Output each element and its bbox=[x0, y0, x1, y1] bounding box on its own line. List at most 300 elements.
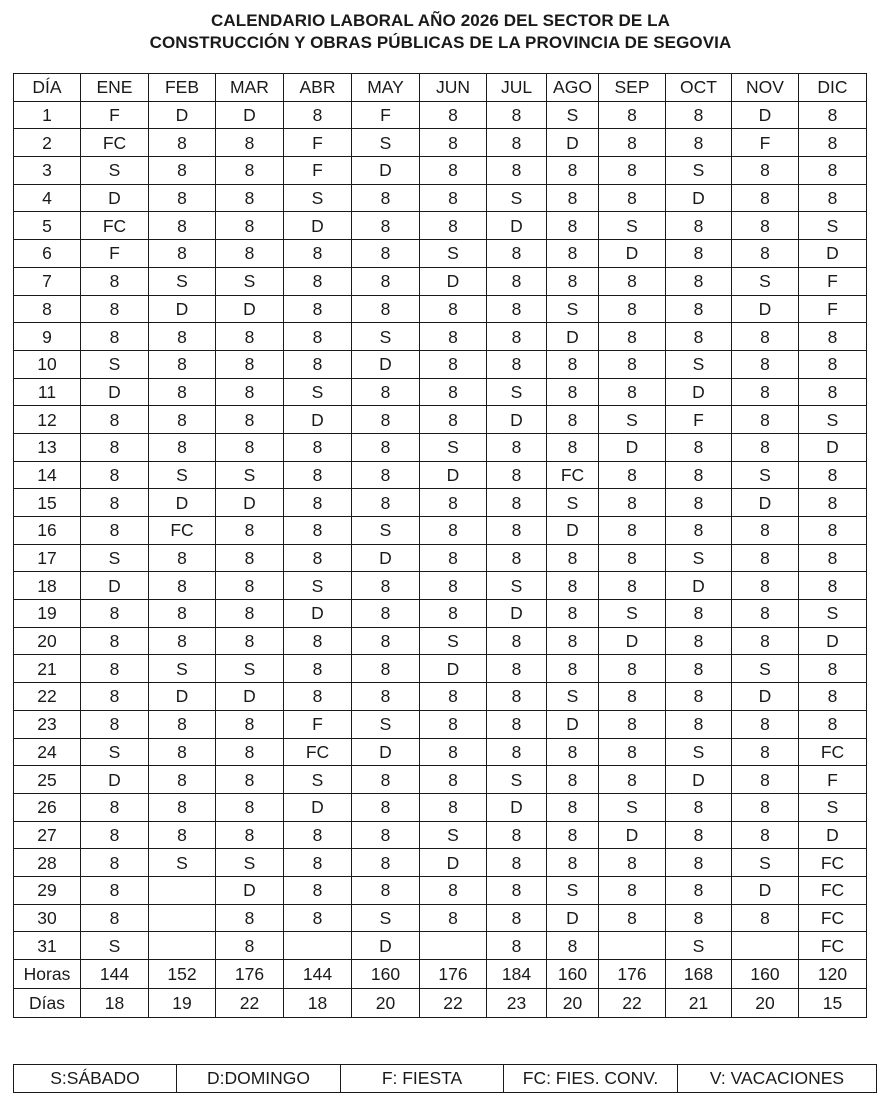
day-cell: 8 bbox=[352, 683, 420, 711]
column-header-month: MAY bbox=[352, 74, 420, 102]
day-number-cell: 24 bbox=[14, 738, 81, 766]
day-cell: D bbox=[799, 240, 867, 268]
day-cell: 8 bbox=[284, 517, 352, 545]
day-cell: S bbox=[599, 212, 666, 240]
day-cell: 8 bbox=[799, 157, 867, 185]
day-cell: S bbox=[216, 267, 284, 295]
day-cell: 8 bbox=[420, 184, 487, 212]
legend-table bbox=[13, 1064, 877, 1093]
day-cell: 8 bbox=[799, 184, 867, 212]
day-cell: 8 bbox=[547, 184, 599, 212]
day-number-cell: 1 bbox=[14, 101, 81, 129]
day-cell: 8 bbox=[216, 433, 284, 461]
day-cell: 8 bbox=[81, 876, 149, 904]
day-cell: D bbox=[487, 212, 547, 240]
day-cell: F bbox=[284, 710, 352, 738]
day-cell: 8 bbox=[732, 572, 799, 600]
table-row bbox=[14, 932, 867, 960]
day-cell: 8 bbox=[732, 793, 799, 821]
day-cell: 8 bbox=[420, 600, 487, 628]
total-cell: 21 bbox=[666, 989, 732, 1018]
day-cell: 8 bbox=[149, 406, 216, 434]
day-cell: 8 bbox=[666, 267, 732, 295]
day-cell: 8 bbox=[149, 212, 216, 240]
day-cell: 8 bbox=[487, 461, 547, 489]
day-number-cell: 6 bbox=[14, 240, 81, 268]
day-cell: D bbox=[666, 378, 732, 406]
day-cell: 8 bbox=[149, 627, 216, 655]
day-cell: 8 bbox=[599, 101, 666, 129]
day-cell: D bbox=[732, 101, 799, 129]
day-cell: S bbox=[216, 461, 284, 489]
day-cell: S bbox=[487, 572, 547, 600]
day-cell: 8 bbox=[732, 821, 799, 849]
day-cell: F bbox=[81, 240, 149, 268]
day-number-cell: 31 bbox=[14, 932, 81, 960]
day-cell: 8 bbox=[352, 766, 420, 794]
calendar-table bbox=[13, 73, 867, 1018]
day-cell: 8 bbox=[284, 101, 352, 129]
table-row bbox=[14, 323, 867, 351]
day-cell: D bbox=[732, 489, 799, 517]
day-cell: F bbox=[284, 157, 352, 185]
day-cell bbox=[284, 932, 352, 960]
column-header-month: JUN bbox=[420, 74, 487, 102]
day-cell: D bbox=[216, 489, 284, 517]
day-cell: D bbox=[216, 101, 284, 129]
day-cell: F bbox=[799, 295, 867, 323]
day-cell: S bbox=[547, 295, 599, 323]
total-cell: 176 bbox=[599, 960, 666, 989]
column-header-month: NOV bbox=[732, 74, 799, 102]
day-cell: 8 bbox=[487, 129, 547, 157]
day-cell: S bbox=[732, 849, 799, 877]
day-cell: 8 bbox=[666, 517, 732, 545]
day-cell: D bbox=[547, 904, 599, 932]
table-row bbox=[14, 157, 867, 185]
day-number-cell: 3 bbox=[14, 157, 81, 185]
day-cell: 8 bbox=[666, 683, 732, 711]
total-cell: 19 bbox=[149, 989, 216, 1018]
day-cell: 8 bbox=[799, 683, 867, 711]
total-cell: 18 bbox=[284, 989, 352, 1018]
day-cell: 8 bbox=[487, 876, 547, 904]
day-cell: D bbox=[599, 627, 666, 655]
day-cell: 8 bbox=[81, 461, 149, 489]
day-cell: 8 bbox=[799, 101, 867, 129]
day-cell: D bbox=[487, 600, 547, 628]
day-cell: D bbox=[352, 932, 420, 960]
day-cell: 8 bbox=[487, 267, 547, 295]
day-cell: 8 bbox=[732, 517, 799, 545]
day-cell: 8 bbox=[284, 350, 352, 378]
day-cell: S bbox=[81, 350, 149, 378]
days-total-row bbox=[14, 989, 867, 1018]
day-cell: S bbox=[666, 544, 732, 572]
day-cell: 8 bbox=[216, 240, 284, 268]
day-cell: S bbox=[666, 157, 732, 185]
day-number-cell: 2 bbox=[14, 129, 81, 157]
total-cell: 23 bbox=[487, 989, 547, 1018]
day-cell: 8 bbox=[81, 793, 149, 821]
day-cell: S bbox=[732, 655, 799, 683]
day-cell: 8 bbox=[284, 849, 352, 877]
day-cell: S bbox=[352, 323, 420, 351]
day-cell: S bbox=[799, 406, 867, 434]
day-cell: F bbox=[666, 406, 732, 434]
day-cell: 8 bbox=[216, 517, 284, 545]
day-cell: S bbox=[599, 406, 666, 434]
day-cell: 8 bbox=[666, 212, 732, 240]
day-cell: 8 bbox=[420, 378, 487, 406]
day-number-cell: 19 bbox=[14, 600, 81, 628]
table-row bbox=[14, 544, 867, 572]
table-row bbox=[14, 295, 867, 323]
day-cell: F bbox=[81, 101, 149, 129]
day-cell: D bbox=[547, 323, 599, 351]
legend-item: S:SÁBADO bbox=[14, 1065, 177, 1093]
total-cell: 168 bbox=[666, 960, 732, 989]
day-cell: 8 bbox=[732, 323, 799, 351]
day-cell: S bbox=[420, 821, 487, 849]
column-header-month: ENE bbox=[81, 74, 149, 102]
day-cell: 8 bbox=[547, 157, 599, 185]
table-row bbox=[14, 876, 867, 904]
table-row bbox=[14, 766, 867, 794]
day-cell: 8 bbox=[487, 710, 547, 738]
day-cell: 8 bbox=[799, 461, 867, 489]
table-row bbox=[14, 517, 867, 545]
day-cell: S bbox=[599, 793, 666, 821]
day-cell: 8 bbox=[284, 876, 352, 904]
day-cell: 8 bbox=[547, 766, 599, 794]
day-cell: 8 bbox=[352, 489, 420, 517]
day-number-cell: 30 bbox=[14, 904, 81, 932]
day-number-cell: 26 bbox=[14, 793, 81, 821]
day-cell: 8 bbox=[666, 849, 732, 877]
day-number-cell: 28 bbox=[14, 849, 81, 877]
day-number-cell: 29 bbox=[14, 876, 81, 904]
day-cell: 8 bbox=[599, 461, 666, 489]
day-cell: 8 bbox=[216, 157, 284, 185]
day-cell: 8 bbox=[487, 544, 547, 572]
column-header-month: FEB bbox=[149, 74, 216, 102]
day-cell: S bbox=[487, 378, 547, 406]
day-cell: 8 bbox=[799, 572, 867, 600]
day-cell: 8 bbox=[487, 323, 547, 351]
day-cell: D bbox=[352, 157, 420, 185]
day-cell: 8 bbox=[420, 876, 487, 904]
day-cell: D bbox=[420, 461, 487, 489]
day-cell: 8 bbox=[599, 157, 666, 185]
day-cell: 8 bbox=[599, 904, 666, 932]
total-cell: 120 bbox=[799, 960, 867, 989]
day-cell: 8 bbox=[81, 517, 149, 545]
day-cell: 8 bbox=[216, 627, 284, 655]
day-cell: 8 bbox=[666, 876, 732, 904]
day-cell: 8 bbox=[149, 433, 216, 461]
day-cell: D bbox=[547, 129, 599, 157]
day-cell: 8 bbox=[352, 572, 420, 600]
table-row bbox=[14, 350, 867, 378]
day-cell: FC bbox=[81, 212, 149, 240]
day-cell: D bbox=[732, 295, 799, 323]
day-cell: F bbox=[284, 129, 352, 157]
day-cell: 8 bbox=[666, 904, 732, 932]
day-cell: 8 bbox=[420, 295, 487, 323]
total-cell: 176 bbox=[216, 960, 284, 989]
day-cell: 8 bbox=[284, 267, 352, 295]
day-number-cell: 17 bbox=[14, 544, 81, 572]
day-cell: D bbox=[216, 683, 284, 711]
day-cell: 8 bbox=[487, 627, 547, 655]
day-cell: 8 bbox=[81, 655, 149, 683]
table-row bbox=[14, 821, 867, 849]
day-cell: D bbox=[420, 849, 487, 877]
day-cell: 8 bbox=[352, 627, 420, 655]
table-row bbox=[14, 683, 867, 711]
day-cell: D bbox=[81, 572, 149, 600]
day-cell: FC bbox=[799, 904, 867, 932]
day-cell: 8 bbox=[352, 876, 420, 904]
day-cell: 8 bbox=[81, 627, 149, 655]
day-cell: 8 bbox=[284, 461, 352, 489]
day-cell: 8 bbox=[547, 350, 599, 378]
day-cell: S bbox=[352, 129, 420, 157]
day-cell: 8 bbox=[81, 849, 149, 877]
day-cell: 8 bbox=[352, 849, 420, 877]
day-cell: 8 bbox=[420, 350, 487, 378]
day-cell: D bbox=[547, 710, 599, 738]
day-cell: S bbox=[352, 710, 420, 738]
day-cell: 8 bbox=[666, 821, 732, 849]
day-cell: 8 bbox=[666, 627, 732, 655]
day-cell: 8 bbox=[149, 793, 216, 821]
day-cell: S bbox=[352, 904, 420, 932]
day-cell: D bbox=[799, 433, 867, 461]
day-cell: 8 bbox=[599, 710, 666, 738]
day-cell: 8 bbox=[799, 710, 867, 738]
day-cell: S bbox=[487, 184, 547, 212]
day-cell: 8 bbox=[799, 655, 867, 683]
day-cell: D bbox=[81, 766, 149, 794]
day-cell: S bbox=[81, 932, 149, 960]
day-cell: 8 bbox=[547, 212, 599, 240]
legend-item: F: FIESTA bbox=[341, 1065, 504, 1093]
day-cell: S bbox=[732, 461, 799, 489]
day-cell: S bbox=[732, 267, 799, 295]
day-cell: 8 bbox=[599, 572, 666, 600]
legend-row bbox=[14, 1065, 877, 1093]
day-cell: 8 bbox=[284, 433, 352, 461]
day-cell: S bbox=[799, 600, 867, 628]
day-cell: S bbox=[420, 627, 487, 655]
day-cell: 8 bbox=[352, 378, 420, 406]
day-cell: D bbox=[352, 350, 420, 378]
column-header-month: MAR bbox=[216, 74, 284, 102]
total-cell: 184 bbox=[487, 960, 547, 989]
day-cell: 8 bbox=[799, 350, 867, 378]
day-cell: 8 bbox=[216, 129, 284, 157]
total-cell: 160 bbox=[732, 960, 799, 989]
day-cell: D bbox=[284, 406, 352, 434]
day-cell: 8 bbox=[599, 350, 666, 378]
day-cell: S bbox=[487, 766, 547, 794]
day-cell: 8 bbox=[732, 544, 799, 572]
day-cell: 8 bbox=[149, 766, 216, 794]
day-cell: S bbox=[284, 766, 352, 794]
day-cell: 8 bbox=[284, 683, 352, 711]
day-cell: 8 bbox=[284, 295, 352, 323]
day-cell: 8 bbox=[487, 683, 547, 711]
day-cell: 8 bbox=[732, 350, 799, 378]
day-cell: D bbox=[81, 184, 149, 212]
day-cell: S bbox=[666, 738, 732, 766]
day-cell: 8 bbox=[599, 517, 666, 545]
day-cell: 8 bbox=[487, 101, 547, 129]
day-cell: 8 bbox=[352, 267, 420, 295]
total-label-cell: Días bbox=[14, 989, 81, 1018]
day-cell: 8 bbox=[216, 600, 284, 628]
day-cell: 8 bbox=[284, 489, 352, 517]
day-cell bbox=[149, 876, 216, 904]
day-cell: 8 bbox=[599, 849, 666, 877]
day-cell: S bbox=[799, 793, 867, 821]
day-number-cell: 8 bbox=[14, 295, 81, 323]
total-cell: 160 bbox=[352, 960, 420, 989]
day-number-cell: 15 bbox=[14, 489, 81, 517]
day-cell: 8 bbox=[284, 821, 352, 849]
column-header-month: JUL bbox=[487, 74, 547, 102]
day-cell: 8 bbox=[666, 323, 732, 351]
day-cell: S bbox=[81, 157, 149, 185]
day-cell: D bbox=[149, 683, 216, 711]
day-cell: 8 bbox=[487, 849, 547, 877]
day-cell: FC bbox=[799, 738, 867, 766]
day-cell: 8 bbox=[732, 600, 799, 628]
day-cell: 8 bbox=[547, 793, 599, 821]
day-cell: S bbox=[799, 212, 867, 240]
day-cell: 8 bbox=[352, 212, 420, 240]
table-row bbox=[14, 101, 867, 129]
day-cell: 8 bbox=[547, 627, 599, 655]
day-cell bbox=[599, 932, 666, 960]
day-cell: 8 bbox=[284, 544, 352, 572]
day-cell: S bbox=[666, 350, 732, 378]
day-cell: 8 bbox=[149, 710, 216, 738]
table-row bbox=[14, 378, 867, 406]
day-cell: 8 bbox=[216, 184, 284, 212]
day-cell: D bbox=[732, 876, 799, 904]
day-cell: 8 bbox=[149, 821, 216, 849]
column-header-day: DÍA bbox=[14, 74, 81, 102]
day-cell: 8 bbox=[216, 766, 284, 794]
day-cell: 8 bbox=[487, 932, 547, 960]
day-cell: 8 bbox=[599, 184, 666, 212]
day-cell: S bbox=[284, 378, 352, 406]
day-cell: 8 bbox=[799, 517, 867, 545]
day-cell: 8 bbox=[81, 433, 149, 461]
day-cell: 8 bbox=[666, 240, 732, 268]
day-cell: 8 bbox=[420, 904, 487, 932]
day-cell: 8 bbox=[420, 517, 487, 545]
day-cell: 8 bbox=[81, 600, 149, 628]
day-cell: 8 bbox=[599, 489, 666, 517]
day-cell: 8 bbox=[732, 738, 799, 766]
day-cell: 8 bbox=[284, 904, 352, 932]
day-cell: 8 bbox=[487, 157, 547, 185]
day-cell: D bbox=[799, 627, 867, 655]
day-cell: D bbox=[420, 267, 487, 295]
table-row bbox=[14, 627, 867, 655]
day-cell: 8 bbox=[666, 655, 732, 683]
table-row bbox=[14, 240, 867, 268]
table-row bbox=[14, 793, 867, 821]
day-number-cell: 18 bbox=[14, 572, 81, 600]
day-cell: D bbox=[732, 683, 799, 711]
day-cell: 8 bbox=[799, 129, 867, 157]
table-row bbox=[14, 600, 867, 628]
table-row bbox=[14, 849, 867, 877]
day-cell: 8 bbox=[352, 240, 420, 268]
day-cell: D bbox=[284, 793, 352, 821]
day-cell: D bbox=[599, 240, 666, 268]
table-row bbox=[14, 129, 867, 157]
day-cell: 8 bbox=[487, 489, 547, 517]
day-cell: FC bbox=[284, 738, 352, 766]
total-cell: 144 bbox=[284, 960, 352, 989]
legend-item: D:DOMINGO bbox=[177, 1065, 341, 1093]
day-cell: D bbox=[420, 655, 487, 683]
day-cell: 8 bbox=[666, 433, 732, 461]
day-cell: 8 bbox=[547, 406, 599, 434]
hours-total-row bbox=[14, 960, 867, 989]
day-cell: 8 bbox=[666, 489, 732, 517]
day-cell: S bbox=[599, 600, 666, 628]
day-cell: D bbox=[149, 295, 216, 323]
day-cell: 8 bbox=[216, 572, 284, 600]
day-cell: 8 bbox=[547, 600, 599, 628]
day-cell: S bbox=[284, 184, 352, 212]
day-cell: 8 bbox=[732, 904, 799, 932]
day-cell: 8 bbox=[666, 129, 732, 157]
day-cell bbox=[732, 932, 799, 960]
table-row bbox=[14, 904, 867, 932]
day-cell: 8 bbox=[81, 295, 149, 323]
day-cell: 8 bbox=[666, 710, 732, 738]
day-cell: S bbox=[420, 433, 487, 461]
day-cell: 8 bbox=[81, 904, 149, 932]
day-cell: D bbox=[666, 572, 732, 600]
table-row bbox=[14, 433, 867, 461]
day-cell: 8 bbox=[352, 184, 420, 212]
day-cell: 8 bbox=[599, 876, 666, 904]
total-cell: 144 bbox=[81, 960, 149, 989]
day-cell: FC bbox=[799, 876, 867, 904]
day-cell: 8 bbox=[666, 793, 732, 821]
day-cell: 8 bbox=[149, 129, 216, 157]
day-cell: S bbox=[666, 932, 732, 960]
day-cell: 8 bbox=[547, 433, 599, 461]
table-row bbox=[14, 572, 867, 600]
day-cell: 8 bbox=[732, 766, 799, 794]
day-cell: 8 bbox=[732, 157, 799, 185]
day-cell: 8 bbox=[420, 572, 487, 600]
total-cell: 22 bbox=[420, 989, 487, 1018]
day-cell: 8 bbox=[799, 323, 867, 351]
day-cell: 8 bbox=[487, 350, 547, 378]
day-cell: D bbox=[216, 876, 284, 904]
